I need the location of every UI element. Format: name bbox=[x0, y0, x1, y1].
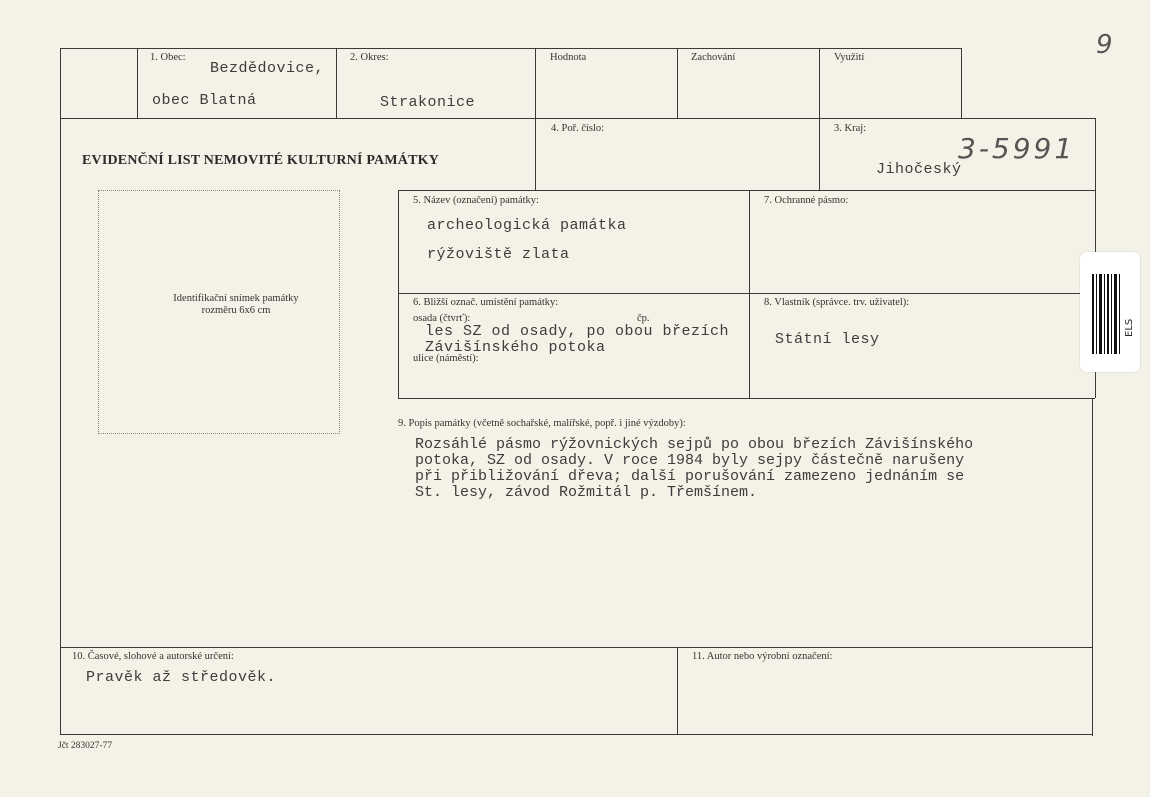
zachovani-label: Zachování bbox=[691, 52, 736, 63]
ochranne-label: 7. Ochranné pásmo: bbox=[764, 195, 849, 206]
barcode-bar bbox=[1096, 274, 1097, 354]
rule bbox=[398, 190, 1096, 191]
autor-label: 11. Autor nebo výrobní označení: bbox=[692, 651, 833, 662]
kraj-label: 3. Kraj: bbox=[834, 123, 867, 134]
umisteni-value-1: les SZ od osady, po obou březích bbox=[425, 323, 730, 340]
okres-value: Strakonice bbox=[380, 94, 476, 111]
rule bbox=[60, 734, 1093, 735]
cp-label: čp. bbox=[637, 313, 650, 324]
popis-label: 9. Popis památky (včetně sochařské, malířské, popř. i jiné výzdoby): bbox=[398, 418, 686, 429]
rule bbox=[60, 48, 61, 734]
barcode-bar bbox=[1119, 274, 1120, 354]
rule bbox=[1092, 398, 1093, 736]
obec-value-2: obec Blatná bbox=[152, 92, 257, 109]
rule bbox=[535, 48, 536, 190]
rule bbox=[819, 48, 820, 190]
form-title: EVIDENČNÍ LIST NEMOVITÉ KULTURNÍ PAMÁTKY bbox=[82, 153, 440, 168]
umisteni-value-2: Závišínského potoka bbox=[425, 339, 606, 356]
rule bbox=[398, 398, 1095, 399]
rule bbox=[60, 118, 1096, 119]
obec-label: 1. Obec: bbox=[150, 52, 186, 63]
casove-value: Pravěk až středověk. bbox=[86, 669, 277, 686]
barcode-bar bbox=[1114, 274, 1117, 354]
rule bbox=[677, 48, 678, 118]
hodnota-label: Hodnota bbox=[550, 52, 587, 63]
rule bbox=[336, 48, 337, 118]
umisteni-label: 6. Bližší označ. umístění památky: bbox=[413, 297, 559, 308]
photo-caption-1: Identifikační snímek památky bbox=[173, 293, 299, 304]
ulice-label: ulice (náměstí): bbox=[413, 353, 479, 364]
vyuziti-label: Využití bbox=[834, 52, 865, 63]
nazev-label: 5. Název (označení) památky: bbox=[413, 195, 539, 206]
obec-value-1: Bezdědovice, bbox=[210, 60, 325, 77]
barcode-bar bbox=[1107, 274, 1109, 354]
barcode-sticker bbox=[1080, 252, 1140, 372]
popis-line-1: Rozsáhlé pásmo rýžovnických sejpů po obou březích Závišínského bbox=[415, 436, 974, 453]
rule bbox=[749, 190, 750, 398]
barcode-bar bbox=[1111, 274, 1112, 354]
nazev-value-2: rýžoviště zlata bbox=[427, 246, 570, 263]
popis-line-4: St. lesy, závod Rožmitál p. Třemšínem. bbox=[415, 484, 758, 501]
rule bbox=[677, 647, 678, 734]
barcode-bar bbox=[1104, 274, 1105, 354]
vlastnik-value: Státní lesy bbox=[775, 331, 880, 348]
kraj-value: Jihočeský bbox=[876, 161, 962, 178]
por-cislo-label: 4. Poř. číslo: bbox=[551, 123, 605, 134]
popis-line-3: při přibližování dřeva; další porušování zamezeno jednáním se bbox=[415, 468, 965, 485]
photo-caption-2: rozměru 6x6 cm bbox=[201, 305, 271, 316]
popis-line-2: potoka, SZ od osady. V roce 1984 byly sejpy částečně narušeny bbox=[415, 452, 965, 469]
casove-label: 10. Časové, slohové a autorské určení: bbox=[72, 651, 234, 662]
vlastnik-label: 8. Vlastník (správce. trv. uživatel): bbox=[764, 297, 910, 308]
registration-number: 3-5991 bbox=[958, 132, 1076, 165]
osada-label: osada (čtvrť): bbox=[413, 313, 471, 324]
barcode-text: ELS bbox=[1124, 318, 1135, 337]
okres-label: 2. Okres: bbox=[350, 52, 389, 63]
barcode-bar bbox=[1092, 274, 1094, 354]
rule bbox=[60, 647, 1093, 648]
rule bbox=[398, 190, 399, 398]
rule bbox=[137, 48, 138, 118]
rule bbox=[961, 48, 962, 118]
barcode-bar bbox=[1099, 274, 1102, 354]
rule bbox=[60, 48, 962, 49]
rule bbox=[398, 293, 1096, 294]
footer-code: Jčt 283027-77 bbox=[58, 741, 113, 751]
nazev-value-1: archeologická památka bbox=[427, 217, 627, 234]
corner-page-number: 9 bbox=[1096, 30, 1113, 60]
